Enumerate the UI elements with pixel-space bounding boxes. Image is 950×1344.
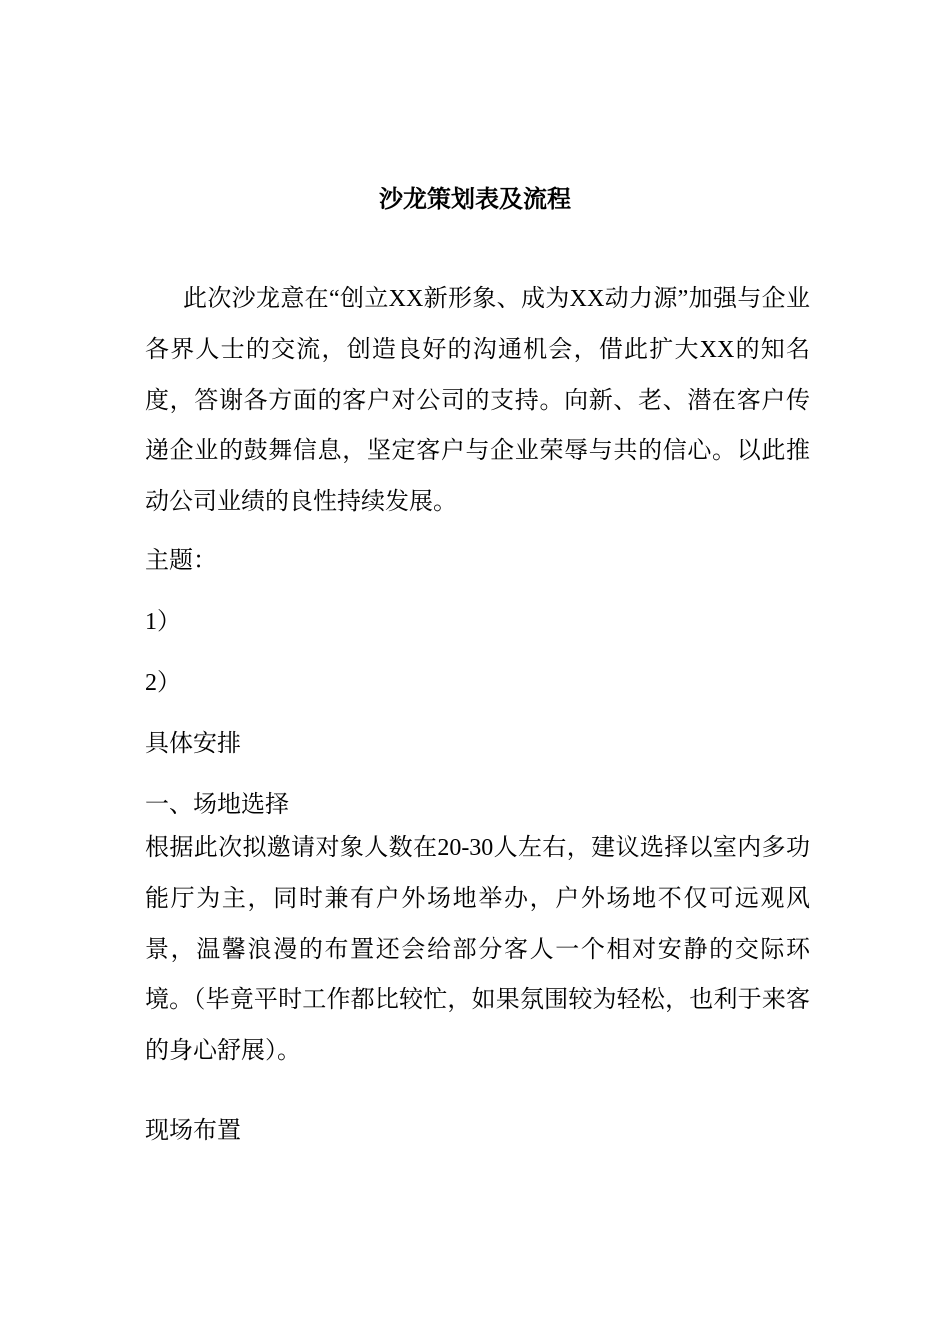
- intro-paragraph: 此次沙龙意在“创立XX新形象、成为XX动力源”加强与企业各界人士的交流，创造良好的沟通机会，借此扩大XX的知名度，答谢各方面的客户对公司的支持。向新、老、潜在客户传递企业的鼓舞信息，坚定客户与企业荣辱与共的信心。以此推动公司业绩的良性持续发展。: [145, 286, 810, 516]
- layout-heading: 现场布置: [145, 1118, 241, 1144]
- section-1-heading: 一、场地选择: [145, 792, 289, 818]
- theme-item-1: 1）: [145, 609, 181, 635]
- theme-label: 主题：: [145, 548, 217, 574]
- arrangement-heading: 具体安排: [145, 731, 241, 757]
- theme-item-2: 2）: [145, 670, 181, 696]
- venue-paragraph: 根据此次拟邀请对象人数在20-30人左右，建议选择以室内多功能厅为主，同时兼有户外场地举办，户外场地不仅可远观风景，温馨浪漫的布置还会给部分客人一个相对安静的交际环境。（毕竟平时工作都比较忙，如果氛围较为轻松，也利于来客的身心舒展）。: [145, 835, 810, 1065]
- document-title: 沙龙策划表及流程: [379, 187, 571, 213]
